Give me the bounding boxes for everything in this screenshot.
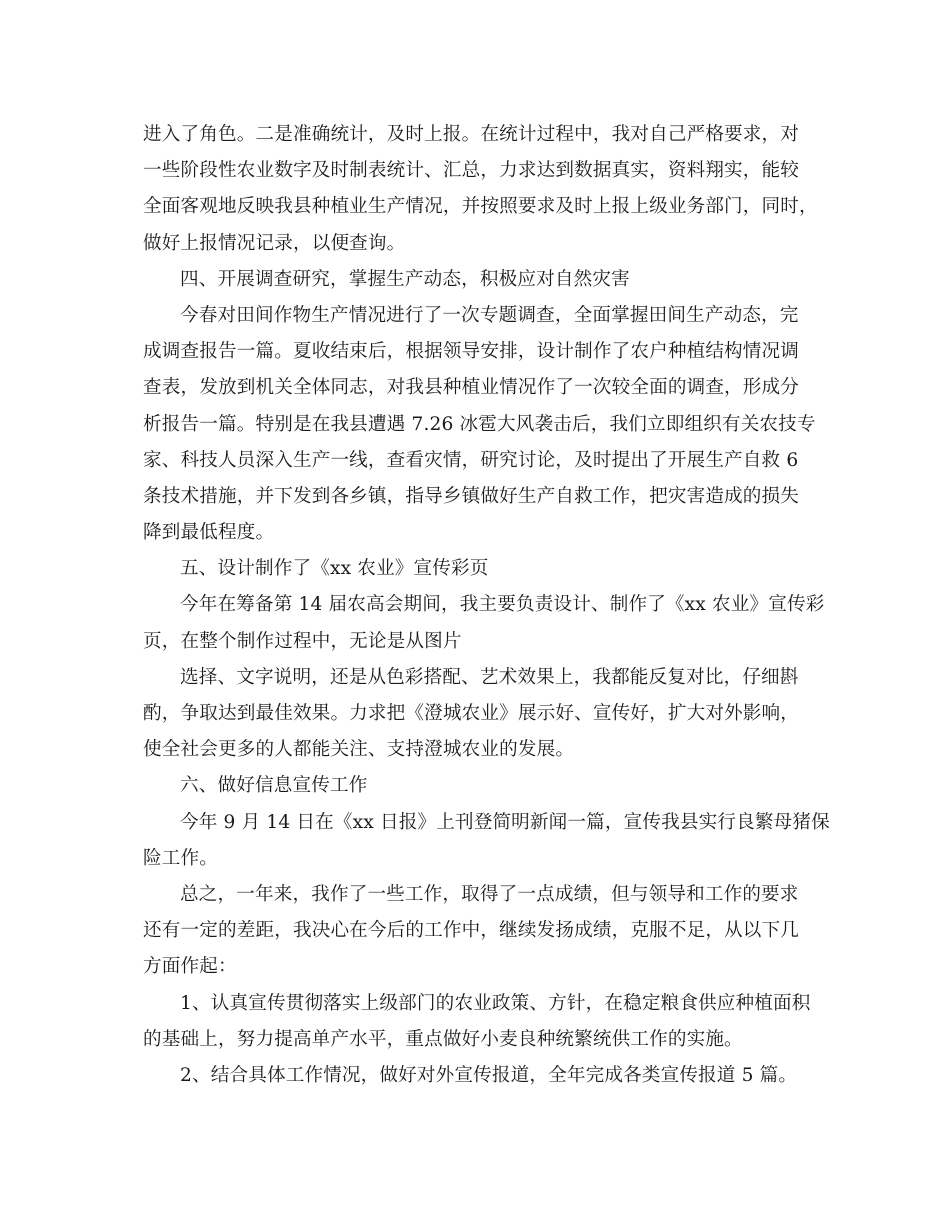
- text-line: 还有一定的差距，我决心在今后的工作中，继续发扬成绩，克服不足，从以下几: [143, 920, 800, 942]
- text-line: 使全社会更多的人都能关注、支持澄城农业的发展。: [143, 739, 575, 761]
- section-heading: 六、做好信息宣传工作: [180, 775, 368, 797]
- text-line: 今春对田间作物生产情况进行了一次专题调查，全面掌握田间生产动态，完: [180, 304, 799, 326]
- text-line: 页，在整个制作过程中，无论是从图片: [143, 630, 462, 652]
- text-line: 今年在筹备第 14 届农高会期间，我主要负责设计、制作了《xx 农业》宣传彩: [180, 594, 825, 616]
- document-body: [143, 117, 830, 1094]
- text-line: 方面作起：: [143, 956, 237, 978]
- list-item: 2、结合具体工作情况，做好对外宣传报道，全年完成各类宣传报道 5 篇。: [180, 1064, 798, 1086]
- text-line: 全面客观地反映我县种植业生产情况，并按照要求及时上报上级业务部门，同时，: [143, 196, 818, 218]
- text-line: 一些阶段性农业数字及时制表统计、汇总，力求达到数据真实，资料翔实，能较: [143, 160, 800, 182]
- section-heading: 四、开展调查研究，掌握生产动态，积极应对自然灾害: [180, 268, 630, 290]
- text-line: 险工作。: [143, 847, 218, 869]
- list-item: 1、认真宣传贯彻落实上级部门的农业政策、方针，在稳定粮食供应种植面积: [180, 992, 811, 1014]
- text-line: 条技术措施，并下发到各乡镇，指导乡镇做好生产自救工作，把灾害造成的损失: [143, 485, 800, 507]
- text-line: 总之，一年来，我作了一些工作，取得了一点成绩，但与领导和工作的要求: [180, 883, 799, 905]
- text-line: 的基础上，努力提高单产水平，重点做好小麦良种统繁统供工作的实施。: [143, 1028, 743, 1050]
- text-line: 家、科技人员深入生产一线，查看灾情，研究讨论，及时提出了开展生产自救 6: [143, 449, 799, 471]
- text-line: 选择、文字说明，还是从色彩搭配、艺术效果上，我都能反复对比，仔细斟: [180, 666, 799, 688]
- text-line: 查表，发放到机关全体同志，对我县种植业情况作了一次较全面的调查，形成分: [143, 377, 800, 399]
- text-line: 今年 9 月 14 日在《xx 日报》上刊登简明新闻一篇，宣传我县实行良繁母猪保: [180, 811, 830, 833]
- text-line: 析报告一篇。特别是在我县遭遇 7.26 冰雹大风袭击后，我们立即组织有关农技专: [143, 413, 816, 435]
- text-line: 进入了角色。二是准确统计，及时上报。在统计过程中，我对自己严格要求，对: [143, 124, 800, 145]
- text-line: 做好上报情况记录，以便查询。: [143, 232, 406, 254]
- section-heading: 五、设计制作了《xx 农业》宣传彩页: [180, 558, 489, 580]
- text-line: 酌，争取达到最佳效果。力求把《澄城农业》展示好、宣传好，扩大对外影响，: [143, 703, 800, 724]
- text-line: 成调查报告一篇。夏收结束后，根据领导安排，设计制作了农户种植结构情况调: [143, 341, 800, 363]
- text-line: 降到最低程度。: [143, 522, 275, 544]
